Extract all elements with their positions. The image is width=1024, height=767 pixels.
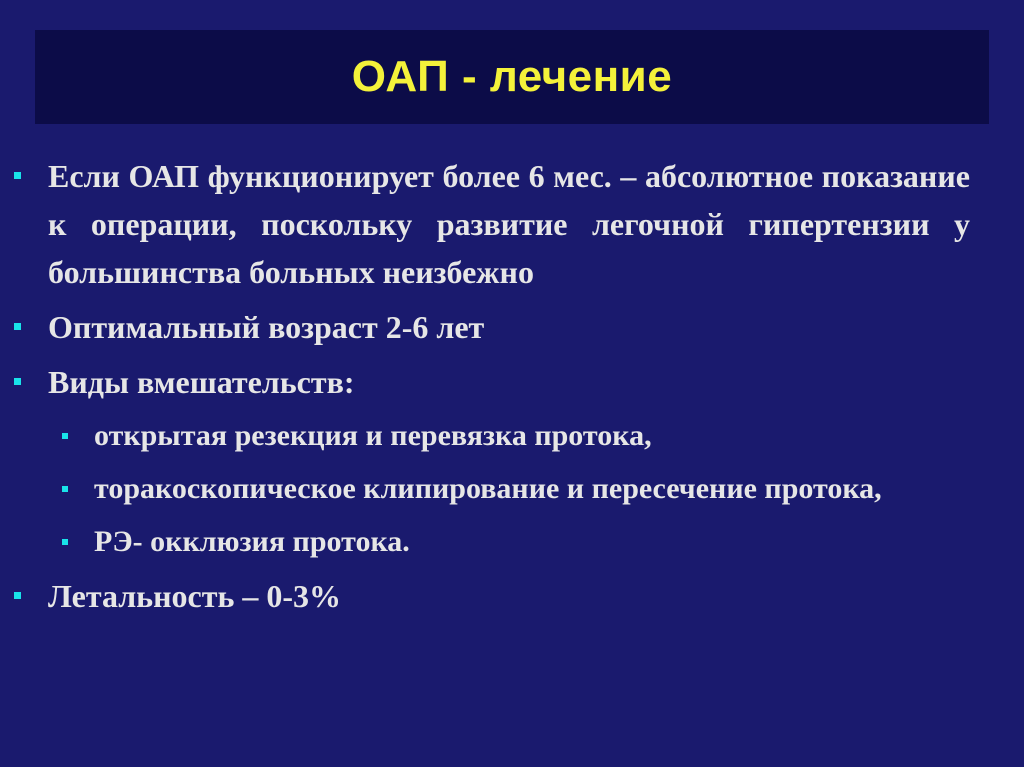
sub-bullet-marker [62,486,68,492]
sub-bullet-marker [62,433,68,439]
sub-bullet-item [10,466,970,512]
bullet-item [10,303,970,351]
bullet-marker [14,323,21,330]
sub-bullet-item [10,413,970,459]
sub-bullet-item [10,519,970,565]
sub-bullet-text: открытая резекция и перевязка протока, [94,419,652,452]
bullet-text: Виды вмешательств: [48,364,355,400]
bullet-text: Если ОАП функционирует более 6 мес. – абсолютное показание к операции, поскольку развитие легочной гипертензии у большинства больных неизбежно [48,158,970,290]
bullet-item [10,572,970,620]
sub-bullet-text: торакоскопическое клипирование и пересечение протока, [94,472,882,505]
sub-bullet-text: РЭ- окклюзия протока. [94,525,410,558]
sub-bullet-marker [62,539,68,545]
slide-title: ОАП - лечение [351,52,673,101]
bullet-marker [14,592,21,599]
bullet-text: Оптимальный возраст 2-6 лет [48,309,485,345]
bullet-marker [14,378,21,385]
bullet-text: Летальность – 0-3% [48,578,342,614]
bullet-marker [14,172,21,179]
bullet-item [10,152,970,296]
title-bar [35,30,989,124]
slide-content [10,152,970,620]
bullet-item [10,358,970,406]
